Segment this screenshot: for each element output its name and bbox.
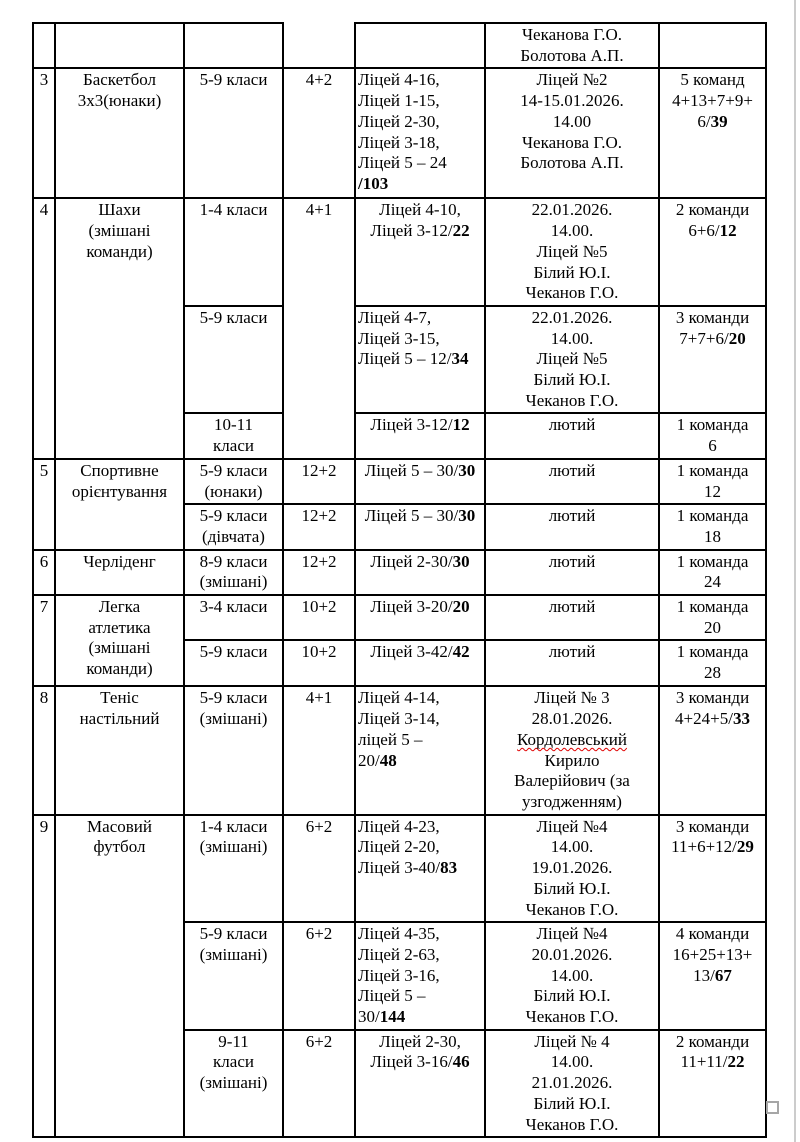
cell-sport[interactable]: Теніс настільний: [55, 686, 184, 814]
cell-number[interactable]: 4: [33, 198, 55, 458]
cell-teams[interactable]: 3 команди 11+6+12/29: [659, 815, 766, 923]
cell-classes[interactable]: 5-9 класи (змішані): [184, 686, 283, 814]
table-row-basketball: [33, 68, 766, 198]
cell-teams[interactable]: 2 команди 6+6/12: [659, 198, 766, 306]
cell-participants[interactable]: 12+2: [283, 504, 355, 549]
cell-lyceums[interactable]: Ліцей 4-35, Ліцей 2-63, Ліцей 3-16, Ліцей 5 – 30/144: [355, 922, 485, 1030]
cell-teams[interactable]: [659, 23, 766, 68]
cell-participants[interactable]: 4+2: [283, 68, 355, 198]
cell-lyceums[interactable]: Ліцей 3-12/12: [355, 413, 485, 458]
cell-classes[interactable]: 9-11 класи (змішані): [184, 1030, 283, 1138]
cell-number[interactable]: 5: [33, 459, 55, 550]
cell-lyceums[interactable]: Ліцей 2-30, Ліцей 3-16/46: [355, 1030, 485, 1138]
cell-teams[interactable]: 1 команда 20: [659, 595, 766, 640]
table-row-football-1: [33, 815, 766, 923]
cell-classes[interactable]: 3-4 класи: [184, 595, 283, 640]
cell-venue-date[interactable]: Ліцей № 3 28.01.2026. Кордолевський Кирило Валерійович (за узгодженням): [485, 686, 659, 814]
cell-teams[interactable]: 1 команда 18: [659, 504, 766, 549]
cell-sport[interactable]: Легка атлетика (змішані команди): [55, 595, 184, 686]
cell-teams[interactable]: 1 команда 12: [659, 459, 766, 504]
cell-venue-date[interactable]: Чеканова Г.О. Болотова А.П.: [485, 23, 659, 68]
cell-lyceums[interactable]: Ліцей 5 – 30/30: [355, 504, 485, 549]
cell-classes[interactable]: 5-9 класи (змішані): [184, 922, 283, 1030]
cell-venue-date[interactable]: Ліцей №4 14.00. 19.01.2026. Білий Ю.І. Чеканов Г.О.: [485, 815, 659, 923]
table-resize-handle[interactable]: [766, 1101, 779, 1114]
cell-participants[interactable]: 12+2: [283, 550, 355, 595]
cell-sport[interactable]: Баскетбол 3х3(юнаки): [55, 68, 184, 198]
cell-lyceums[interactable]: Ліцей 4-23, Ліцей 2-20, Ліцей 3-40/83: [355, 815, 485, 923]
cell-lyceums[interactable]: Ліцей 4-16, Ліцей 1-15, Ліцей 2-30, Ліцей 3-18, Ліцей 5 – 24 /103: [355, 68, 485, 198]
cell-classes[interactable]: 5-9 класи: [184, 68, 283, 198]
cell-classes[interactable]: 5-9 класи: [184, 640, 283, 686]
cell-classes[interactable]: 10-11 класи: [184, 413, 283, 458]
cell-venue-date[interactable]: Ліцей №2 14-15.01.2026. 14.00 Чеканова Г.О. Болотова А.П.: [485, 68, 659, 198]
cell-participants[interactable]: [283, 23, 355, 68]
cell-teams[interactable]: 3 команди 4+24+5/33: [659, 686, 766, 814]
cell-participants[interactable]: 4+1: [283, 686, 355, 814]
cell-participants[interactable]: 12+2: [283, 459, 355, 504]
cell-classes[interactable]: [184, 23, 283, 68]
cell-number[interactable]: 8: [33, 686, 55, 814]
cell-classes[interactable]: 5-9 класи: [184, 306, 283, 414]
cell-participants[interactable]: 10+2: [283, 595, 355, 640]
cell-classes[interactable]: 1-4 класи (змішані): [184, 815, 283, 923]
cell-number[interactable]: 6: [33, 550, 55, 595]
cell-venue-date[interactable]: лютий: [485, 413, 659, 458]
cell-venue-date[interactable]: 22.01.2026. 14.00. Ліцей №5 Білий Ю.І. Чеканов Г.О.: [485, 198, 659, 306]
cell-lyceums[interactable]: Ліцей 4-7, Ліцей 3-15, Ліцей 5 – 12/34: [355, 306, 485, 414]
cell-sport[interactable]: [55, 23, 184, 68]
cell-participants[interactable]: 6+2: [283, 922, 355, 1030]
cell-venue-date[interactable]: лютий: [485, 595, 659, 640]
table-row-cheerleading: [33, 550, 766, 595]
cell-teams[interactable]: 3 команди 7+7+6/20: [659, 306, 766, 414]
table-row-orienteering-1: [33, 459, 766, 504]
cell-teams[interactable]: 2 команди 11+11/22: [659, 1030, 766, 1138]
cell-participants[interactable]: 4+1: [283, 198, 355, 458]
table-row-continued: [33, 23, 766, 68]
cell-sport[interactable]: Масовий футбол: [55, 815, 184, 1138]
cell-sport[interactable]: Черліденг: [55, 550, 184, 595]
cell-number[interactable]: [33, 23, 55, 68]
cell-teams[interactable]: 5 команд 4+13+7+9+ 6/39: [659, 68, 766, 198]
cell-sport[interactable]: Шахи (змішані команди): [55, 198, 184, 458]
cell-participants[interactable]: 6+2: [283, 815, 355, 923]
cell-number[interactable]: 3: [33, 68, 55, 198]
cell-lyceums[interactable]: [355, 23, 485, 68]
cell-classes[interactable]: 5-9 класи (дівчата): [184, 504, 283, 549]
cell-number[interactable]: 7: [33, 595, 55, 686]
cell-venue-date[interactable]: Ліцей № 4 14.00. 21.01.2026. Білий Ю.І. Чеканов Г.О.: [485, 1030, 659, 1138]
cell-teams[interactable]: 1 команда 28: [659, 640, 766, 686]
page-edge-line: [794, 0, 796, 1142]
cell-participants[interactable]: 10+2: [283, 640, 355, 686]
cell-number[interactable]: 9: [33, 815, 55, 1138]
schedule-table: [32, 22, 767, 1138]
cell-sport[interactable]: Спортивне орієнтування: [55, 459, 184, 550]
cell-lyceums[interactable]: Ліцей 5 – 30/30: [355, 459, 485, 504]
cell-teams[interactable]: 1 команда 6: [659, 413, 766, 458]
cell-venue-date[interactable]: 22.01.2026. 14.00. Ліцей №5 Білий Ю.І. Чеканов Г.О.: [485, 306, 659, 414]
cell-lyceums[interactable]: Ліцей 3-20/20: [355, 595, 485, 640]
cell-venue-date[interactable]: лютий: [485, 640, 659, 686]
cell-participants[interactable]: 6+2: [283, 1030, 355, 1138]
cell-teams[interactable]: 4 команди 16+25+13+ 13/67: [659, 922, 766, 1030]
cell-classes[interactable]: 5-9 класи (юнаки): [184, 459, 283, 504]
cell-lyceums[interactable]: Ліцей 2-30/30: [355, 550, 485, 595]
cell-lyceums[interactable]: Ліцей 4-10, Ліцей 3-12/22: [355, 198, 485, 306]
cell-venue-date[interactable]: лютий: [485, 459, 659, 504]
cell-lyceums[interactable]: Ліцей 4-14, Ліцей 3-14, ліцей 5 – 20/48: [355, 686, 485, 814]
cell-venue-date[interactable]: Ліцей №4 20.01.2026. 14.00. Білий Ю.І. Чеканов Г.О.: [485, 922, 659, 1030]
cell-venue-date[interactable]: лютий: [485, 550, 659, 595]
cell-classes[interactable]: 8-9 класи (змішані): [184, 550, 283, 595]
cell-teams[interactable]: 1 команда 24: [659, 550, 766, 595]
table-row-tabletennis: [33, 686, 766, 814]
table-row-chess-1: [33, 198, 766, 306]
cell-classes[interactable]: 1-4 класи: [184, 198, 283, 306]
table-row-athletics-1: [33, 595, 766, 640]
cell-venue-date[interactable]: лютий: [485, 504, 659, 549]
cell-lyceums[interactable]: Ліцей 3-42/42: [355, 640, 485, 686]
